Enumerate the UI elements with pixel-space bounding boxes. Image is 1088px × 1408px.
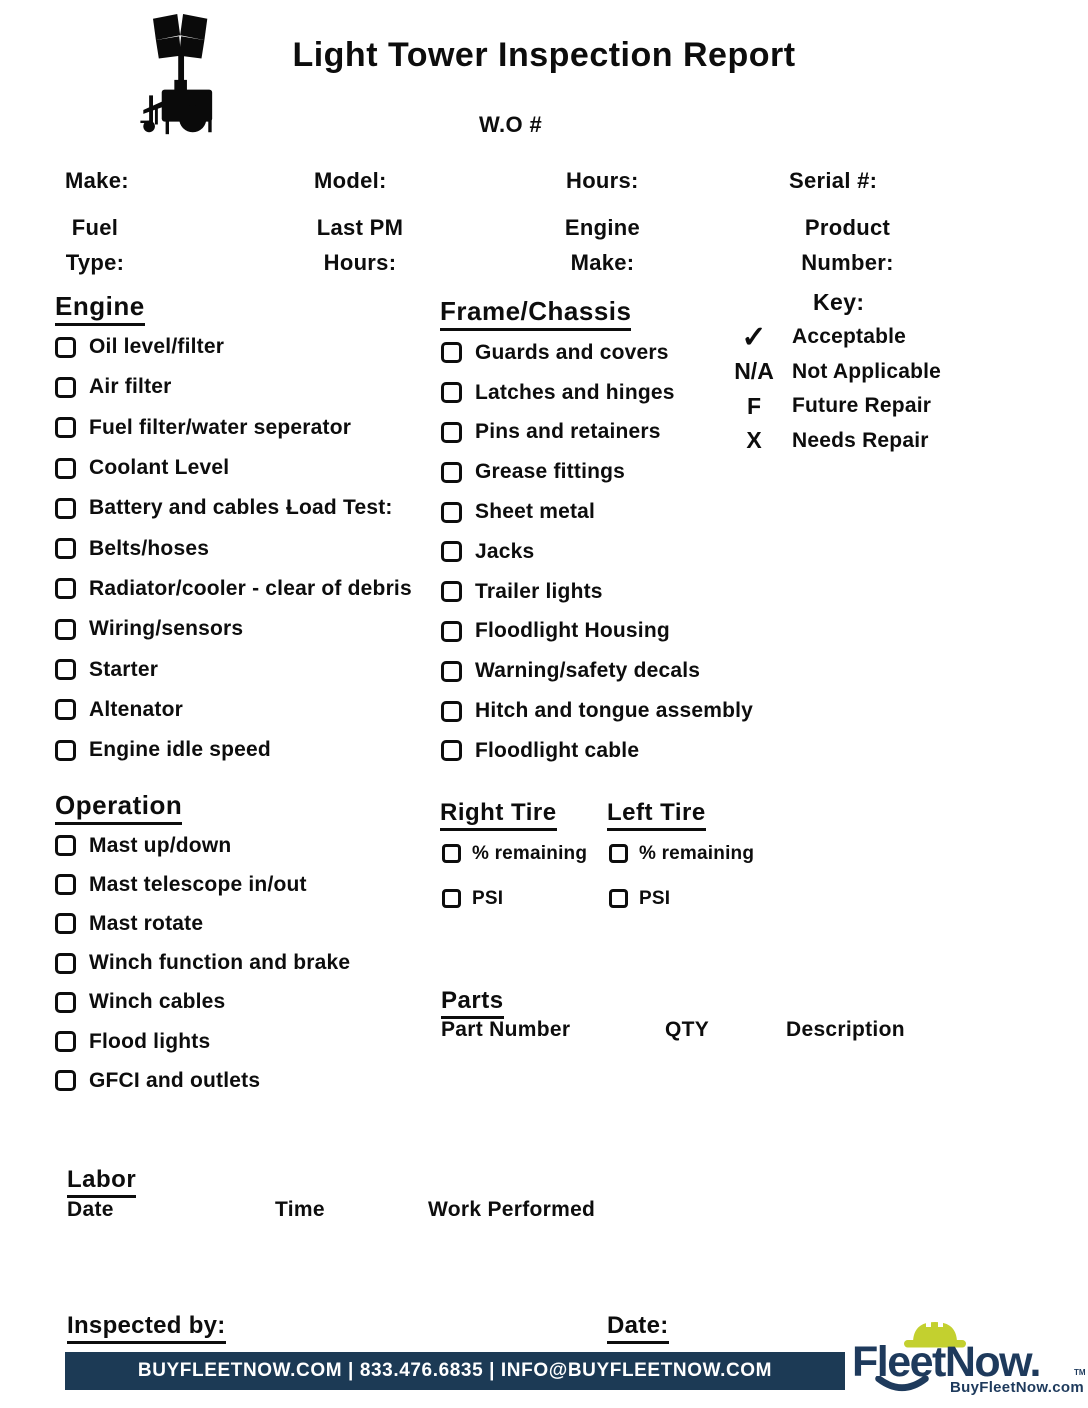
- product-number-label: Product Number:: [801, 215, 894, 275]
- key-symbol: F: [746, 392, 762, 419]
- checklist-item-label: Jacks: [475, 539, 535, 563]
- checklist-item-label: Wiring/sensors: [89, 617, 244, 641]
- left-tire-checklist: [609, 831, 834, 921]
- checklist-item: [55, 1022, 455, 1061]
- key-row: [722, 389, 941, 424]
- hours-label: Hours:: [566, 168, 639, 193]
- last-pm-hours-label: Last PM Hours:: [316, 215, 404, 275]
- checkbox[interactable]: [441, 502, 462, 523]
- checklist-item: [441, 651, 841, 691]
- checkbox[interactable]: [441, 541, 462, 562]
- checklist-item-label: Mast up/down: [89, 833, 232, 857]
- checkbox[interactable]: [55, 1070, 76, 1091]
- checkbox[interactable]: [55, 619, 76, 640]
- key-row: [722, 355, 941, 390]
- checklist-item-label: Winch function and brake: [89, 951, 351, 975]
- checkbox[interactable]: [55, 578, 76, 599]
- checkbox[interactable]: [441, 701, 462, 722]
- make-label: Make:: [65, 168, 129, 193]
- footer-contact-text: BUYFLEETNOW.COM | 833.476.6835 | INFO@BUYFLEETNOW.COM: [137, 1360, 773, 1381]
- checkbox[interactable]: [55, 874, 76, 895]
- fleetnow-wordmark: FleetNow.: [852, 1338, 1040, 1386]
- checkbox[interactable]: [55, 1031, 76, 1052]
- checklist-item-label: Starter: [89, 657, 159, 681]
- checklist-item-label: Winch cables: [89, 990, 226, 1014]
- light-tower-icon: [136, 12, 234, 140]
- checkbox[interactable]: [55, 992, 76, 1013]
- checklist-item: [609, 876, 834, 921]
- checkbox[interactable]: [55, 538, 76, 559]
- key-label: Future Repair: [792, 394, 932, 418]
- checkbox[interactable]: [55, 377, 76, 398]
- checkbox[interactable]: [55, 337, 76, 358]
- qty-column-header: QTY: [665, 1018, 710, 1041]
- checklist-item-label: Radiator/cooler - clear of debris: [89, 576, 412, 600]
- checklist-item: [55, 569, 455, 609]
- key-label: Not Applicable: [792, 359, 942, 383]
- checkbox[interactable]: [55, 417, 76, 438]
- checklist-item-label: Oil level/filter: [89, 335, 225, 359]
- checkbox[interactable]: [442, 844, 461, 863]
- checkbox[interactable]: [441, 581, 462, 602]
- checkbox[interactable]: [441, 342, 462, 363]
- checklist-item-label: PSI: [639, 887, 671, 909]
- labor-work-performed-column-header: Work Performed: [428, 1198, 596, 1221]
- key-heading: Key:: [813, 289, 865, 315]
- labor-date-column-header: Date: [67, 1198, 114, 1221]
- key-symbol: X: [746, 427, 762, 454]
- checkbox[interactable]: [55, 913, 76, 934]
- checklist-item-label: PSI: [472, 887, 504, 909]
- model-label: Model:: [314, 168, 387, 193]
- checklist-item: [55, 649, 455, 689]
- checklist-item: [441, 612, 841, 652]
- checkbox[interactable]: [55, 699, 76, 720]
- checklist-item: [55, 408, 455, 448]
- checklist-item: [55, 730, 455, 770]
- checklist-item-label: Fuel filter/water seperator: [89, 415, 352, 439]
- checklist-item-label: Air filter: [89, 375, 172, 399]
- frame-chassis-section-heading: Frame/Chassis: [440, 296, 631, 331]
- checklist-item: [55, 1061, 455, 1100]
- checklist-item: [55, 367, 455, 407]
- checkbox[interactable]: [441, 462, 462, 483]
- work-order-label: W.O #: [479, 112, 543, 137]
- checklist-item-label: Battery and cables -: [89, 496, 293, 520]
- checklist-item: [55, 944, 455, 983]
- checklist-item-label: Trailer lights: [475, 579, 603, 603]
- engine-make-label: Engine Make:: [564, 215, 641, 275]
- checkbox[interactable]: [55, 740, 76, 761]
- smile-icon: [872, 1376, 932, 1394]
- checklist-item: [441, 572, 841, 612]
- checklist-item-label: Floodlight cable: [475, 738, 640, 762]
- checkbox[interactable]: [609, 889, 628, 908]
- operation-checklist: [55, 826, 455, 1100]
- key-symbol: N/A: [734, 358, 774, 385]
- checklist-item-label: Pins and retainers: [475, 420, 661, 444]
- checklist-item-label: Mast rotate: [89, 911, 204, 935]
- checkbox[interactable]: [442, 889, 461, 908]
- checklist-item: [55, 488, 455, 528]
- checklist-item: [55, 826, 455, 865]
- checklist-item-label: Hitch and tongue assembly: [475, 699, 754, 723]
- checklist-item-label: Coolant Level: [89, 456, 230, 480]
- page-title: Light Tower Inspection Report: [292, 36, 796, 74]
- engine-section-heading: Engine: [55, 291, 145, 326]
- footer-bar: [65, 1352, 845, 1390]
- checklist-item: [55, 904, 455, 943]
- description-column-header: Description: [786, 1018, 905, 1041]
- checklist-item-label: Sheet metal: [475, 500, 596, 524]
- checklist-item: [441, 492, 841, 532]
- checkbox[interactable]: [441, 621, 462, 642]
- left-tire-section-heading: Left Tire: [607, 799, 706, 831]
- key-label: Acceptable: [792, 325, 907, 349]
- checkbox[interactable]: [609, 844, 628, 863]
- labor-time-column-header: Time: [275, 1198, 325, 1221]
- checklist-item: [441, 452, 841, 492]
- right-tire-section-heading: Right Tire: [440, 799, 557, 831]
- checklist-item: [609, 831, 834, 876]
- checkbox[interactable]: [441, 661, 462, 682]
- checklist-item: [55, 609, 455, 649]
- checkbox[interactable]: [55, 659, 76, 680]
- load-test-label: Load Test:: [286, 496, 393, 520]
- checklist-item-label: % remaining: [472, 842, 588, 864]
- checklist-item-label: Latches and hinges: [475, 380, 675, 404]
- checklist-item-label: Guards and covers: [475, 340, 669, 364]
- key-row: [722, 320, 941, 355]
- checklist-item: [441, 691, 841, 731]
- key-symbol: ✓: [741, 320, 767, 354]
- serial-number-label: Serial #:: [789, 168, 878, 193]
- checklist-item-label: Mast telescope in/out: [89, 872, 307, 896]
- key-legend: [722, 320, 941, 458]
- checklist-item: [55, 983, 455, 1022]
- part-number-column-header: Part Number: [441, 1018, 571, 1041]
- checklist-item-label: % remaining: [639, 842, 755, 864]
- checkbox[interactable]: [55, 498, 76, 519]
- checklist-item-label: Warning/safety decals: [475, 659, 701, 683]
- checklist-item: [55, 448, 455, 488]
- signoff-date-label: Date:: [607, 1312, 669, 1344]
- checklist-item-label: Altenator: [89, 697, 183, 721]
- fleetnow-site-text: BuyFleetNow.com: [950, 1379, 1084, 1396]
- key-row: [722, 424, 941, 459]
- checklist-item: [55, 865, 455, 904]
- checkbox[interactable]: [441, 740, 462, 761]
- checkbox[interactable]: [441, 382, 462, 403]
- key-label: Needs Repair: [792, 428, 929, 452]
- checkbox[interactable]: [55, 835, 76, 856]
- fuel-type-label: Fuel Type:: [65, 215, 125, 275]
- checklist-item-label: GFCI and outlets: [89, 1068, 261, 1092]
- checklist-item-label: Floodlight Housing: [475, 619, 670, 643]
- operation-section-heading: Operation: [55, 790, 182, 825]
- checkbox[interactable]: [55, 953, 76, 974]
- labor-section-heading: Labor: [67, 1166, 136, 1198]
- checklist-item: [55, 528, 455, 568]
- fleetnow-logo: [850, 1318, 1088, 1406]
- checkbox[interactable]: [55, 458, 76, 479]
- checklist-item: [55, 327, 455, 367]
- checklist-item: [55, 690, 455, 730]
- checklist-item: [441, 731, 841, 771]
- checklist-item-label: Engine idle speed: [89, 738, 271, 762]
- checkbox[interactable]: [441, 422, 462, 443]
- checklist-item-label: Grease fittings: [475, 460, 626, 484]
- trademark-symbol: TM: [1074, 1368, 1086, 1377]
- checklist-item-label: Flood lights: [89, 1029, 211, 1053]
- checklist-item-label: Belts/hoses: [89, 536, 210, 560]
- checklist-item: [441, 532, 841, 572]
- inspected-by-label: Inspected by:: [67, 1312, 226, 1344]
- parts-section-heading: Parts: [441, 987, 504, 1019]
- engine-checklist: [55, 327, 455, 770]
